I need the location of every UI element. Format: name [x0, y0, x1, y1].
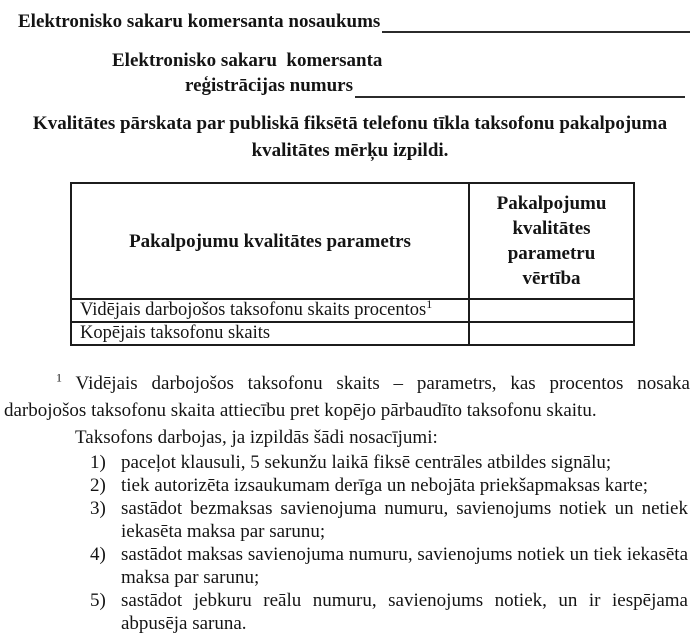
condition-item — [90, 497, 688, 543]
condition-number: 5) — [90, 590, 106, 611]
footnote-ref-marker: 1 — [426, 296, 433, 311]
condition-item — [90, 543, 688, 589]
column-header-value-text: Pakalpojumu kvalitātes parametru vērtība — [496, 193, 607, 289]
value-cell — [469, 299, 634, 322]
footnote-definition-text: Vidējais darbojošos taksofonu skaits – parametrs, kas procentos nosaka darbojošos taksofonu skaita attiecību pret kopējo pārbaudīto taksofonu skaitu. — [4, 373, 690, 421]
table-row — [71, 322, 634, 345]
quality-parameters-table — [70, 182, 635, 346]
condition-text: tiek autorizēta izsaukumam derīga un nebojāta priekšapmaksas karte; — [121, 475, 649, 496]
registration-label-line1: Elektronisko sakaru komersanta — [112, 50, 383, 71]
operator-name-label: Elektronisko sakaru komersanta nosaukums — [18, 11, 381, 32]
condition-number: 1) — [90, 452, 106, 473]
footnote-number: 1 — [56, 370, 62, 385]
column-header-parameter: Pakalpojumu kvalitātes parametrs — [71, 183, 469, 299]
registration-label-line2: reģistrācijas numurs — [185, 75, 353, 96]
condition-text: paceļot klausuli, 5 sekunžu laikā fiksē centrāles atbildes signālu; — [121, 452, 612, 473]
report-title: Kvalitātes pārskata par publiskā fiksētā telefonu tīkla taksofonu pakalpojuma kvalitātes mērķu izpildi. — [32, 113, 668, 161]
condition-item — [90, 451, 688, 474]
registration-number-fill-line — [355, 80, 685, 98]
condition-text: sastādot maksas savienojuma numuru, savienojums notiek un tiek iekasēta maksa par sarunu; — [121, 544, 688, 588]
registration-number-row — [185, 73, 685, 98]
condition-item — [90, 589, 688, 635]
condition-text: sastādot bezmaksas savienojuma numuru, savienojums notiek un netiek iekasēta maksa par sarunu; — [121, 498, 688, 542]
conditions-list — [90, 451, 688, 635]
footnote-paragraph — [4, 370, 690, 424]
conditions-intro: Taksofons darbojas, ja izpildās šādi nosacījumi: — [75, 427, 438, 448]
parameter-text: Vidējais darbojošos taksofonu skaits procentos — [80, 300, 427, 320]
table-row — [71, 299, 634, 322]
parameter-cell — [71, 296, 469, 322]
operator-name-fill-line — [382, 15, 690, 33]
table-header-row — [71, 183, 634, 299]
parameter-text: Kopējais taksofonu skaits — [80, 323, 271, 343]
condition-item — [90, 474, 688, 497]
condition-number: 2) — [90, 475, 106, 496]
registration-number-block — [0, 48, 700, 98]
condition-text: sastādot jebkuru reālu numuru, savienojums notiek, un ir iespējama abpusēja saruna. — [121, 590, 688, 634]
column-header-value — [469, 183, 634, 299]
parameter-cell — [71, 322, 469, 345]
condition-number: 3) — [90, 498, 106, 519]
operator-name-row — [18, 10, 690, 33]
value-cell — [469, 322, 634, 345]
condition-number: 4) — [90, 544, 106, 565]
